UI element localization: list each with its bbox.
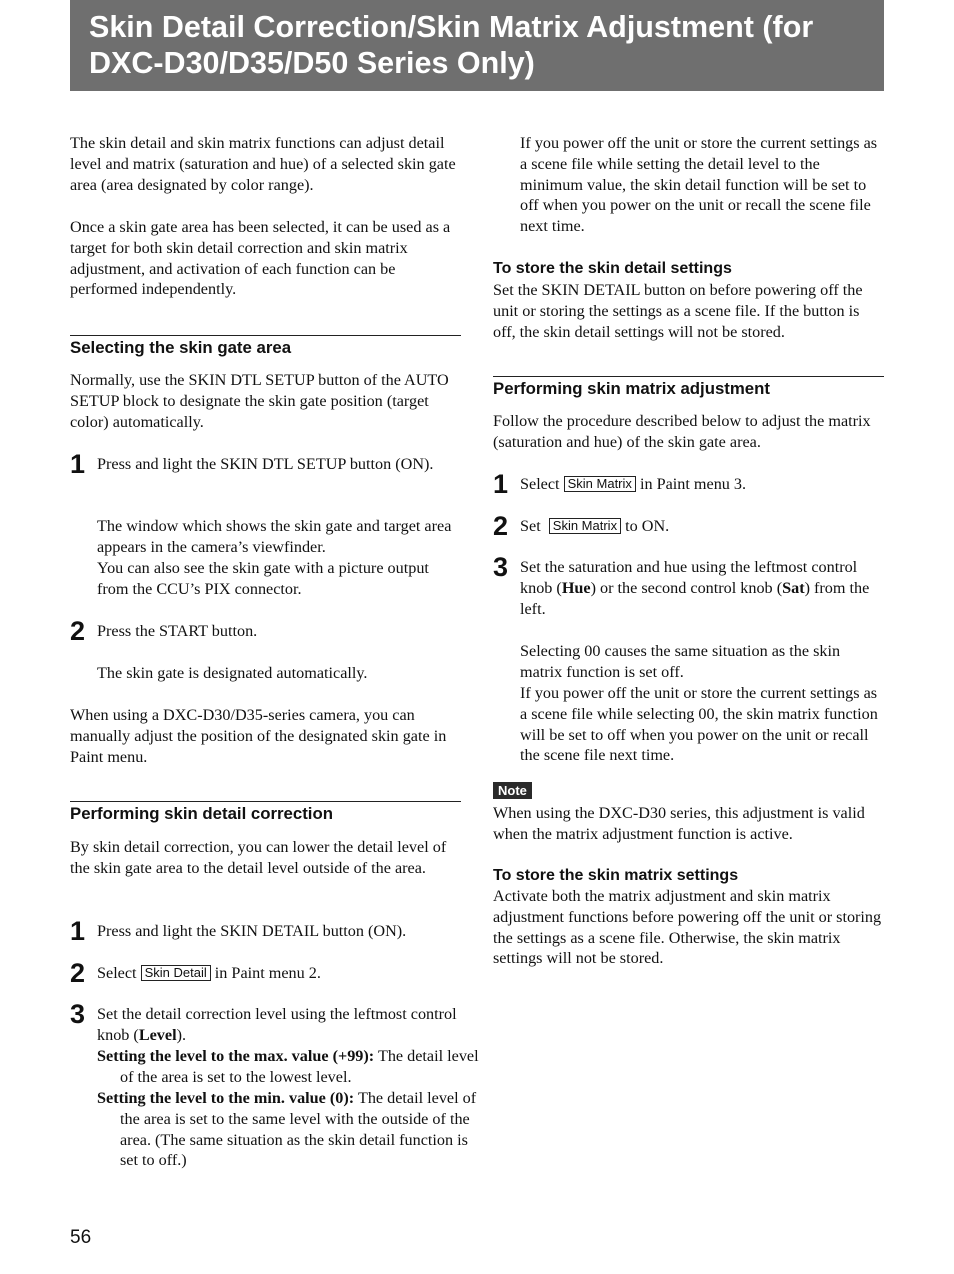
step-text-part: ) or the second control knob ( <box>590 578 783 597</box>
level-max-label: Setting the level to the max. value (+99): <box>97 1047 375 1065</box>
step-result: The window which shows the skin gate and target area appears in the camera’s viewfinder. <box>97 517 452 556</box>
note-badge: Note <box>493 782 532 799</box>
step-text <box>97 963 462 984</box>
step-text-prefix: Set <box>520 517 541 535</box>
menu-key-skin-matrix: Skin Matrix <box>564 476 636 492</box>
store-matrix-heading: To store the skin matrix settings <box>493 867 739 884</box>
step-result: Selecting 00 causes the same situation as the skin matrix function is set off. <box>520 642 841 681</box>
continued-paragraph: If you power off the unit or store the current settings as a scene file while setting the detail level to the minimum value, the skin detail function will be set to off when you power on the unit or recall the scene file next time. <box>520 134 878 236</box>
step-text: Press and light the SKIN DETAIL button (ON). <box>97 922 407 940</box>
step-text-prefix: Set the detail correction level using the leftmost control knob ( <box>97 1005 457 1044</box>
step-text-suffix: ). <box>176 1025 187 1044</box>
knob-name-hue: Hue <box>561 578 591 597</box>
section-rule <box>493 376 884 377</box>
skin-detail-body: By skin detail correction, you can lower the detail level of the skin gate area to the detail level outside of the area. <box>70 838 447 877</box>
step-number: 2 <box>70 958 86 988</box>
page-title: Skin Detail Correction/Skin Matrix Adjustment (for DXC-D30/D35/D50 Series Only) <box>89 10 814 80</box>
level-min-text: The detail level of the area is set to the same level with the outside of the area. (The same situation as the skin detail function is set to off.) <box>120 1089 477 1170</box>
store-matrix-body: Activate both the matrix adjustment and skin matrix adjustment functions before powering off the unit or storing the settings as a scene file. Otherwise, the skin matrix settings will not be stored. <box>493 887 882 968</box>
step-text-prefix: Select <box>520 475 560 493</box>
level-min-item <box>97 1088 485 1171</box>
step-text-suffix: in Paint menu 3. <box>639 475 747 493</box>
store-detail-body: Set the SKIN DETAIL button on before powering off the unit or storing the settings as a scene file. If the button is off, the skin detail settings will not be stored. <box>493 281 863 341</box>
knob-name-level: Level <box>138 1025 177 1044</box>
knob-name-sat: Sat <box>782 578 805 597</box>
step-text-suffix: to ON. <box>625 517 670 535</box>
level-min-label: Setting the level to the min. value (0): <box>97 1089 355 1107</box>
step-text <box>97 1004 462 1046</box>
step-number: 2 <box>70 616 86 646</box>
step-text <box>520 474 885 495</box>
step-text-part: Set the saturation and hue using the leftmost control knob ( <box>520 558 858 597</box>
skin-gate-closing: When using a DXC-D30/D35-series camera, you can manually adjust the position of the designated skin gate in Paint menu. <box>70 706 447 766</box>
skin-gate-body: Normally, use the SKIN DTL SETUP button of the AUTO SETUP block to designate the skin gate position (target color) automatically. <box>70 371 449 431</box>
step-text-suffix: in Paint menu 2. <box>214 964 321 982</box>
step-text <box>520 516 885 537</box>
step-text <box>520 557 885 619</box>
skin-matrix-body: Follow the procedure described below to adjust the matrix (saturation and hue) of the skin gate area. <box>493 412 871 451</box>
intro-paragraph-2: Once a skin gate area has been selected, it can be used as a target for both skin detail correction and skin matrix adjustment, and activation of each function can be performed independently. <box>70 218 451 299</box>
step-result: If you power off the unit or store the current settings as a scene file while selecting 00, the skin matrix function will be set to off when you power on the unit or recall the scene file next time. <box>520 684 878 765</box>
store-detail-heading: To store the skin detail settings <box>493 260 732 277</box>
section-rule <box>70 801 461 802</box>
step-text-part: ) from the left. <box>520 578 870 618</box>
menu-key-skin-detail: Skin Detail <box>141 965 211 981</box>
step-number: 1 <box>70 916 86 946</box>
section-heading-skin-matrix: Performing skin matrix adjustment <box>493 379 770 398</box>
step-number: 3 <box>70 999 86 1029</box>
level-max-item <box>97 1046 485 1088</box>
section-rule <box>70 335 461 336</box>
title-banner <box>70 0 884 91</box>
step-number: 3 <box>493 552 509 582</box>
step-text-prefix: Select <box>97 964 137 982</box>
step-number: 1 <box>70 449 86 479</box>
page-number: 56 <box>70 1227 92 1248</box>
step-text: Press the START button. <box>97 622 258 640</box>
note-text: When using the DXC-D30 series, this adjustment is valid when the matrix adjustment function is active. <box>493 804 865 843</box>
menu-key-skin-matrix: Skin Matrix <box>549 518 621 534</box>
step-number: 1 <box>493 469 509 499</box>
section-heading-skin-detail: Performing skin detail correction <box>70 804 333 823</box>
level-max-text: The detail level of the area is set to the lowest level. <box>120 1047 479 1086</box>
step-text: Press and light the SKIN DTL SETUP button (ON). <box>97 455 434 473</box>
intro-paragraph-1: The skin detail and skin matrix functions can adjust detail level and matrix (saturation and hue) of a selected skin gate area (area designated by color range). <box>70 134 456 194</box>
step-result: The skin gate is designated automatically. <box>97 664 368 682</box>
section-heading-skin-gate: Selecting the skin gate area <box>70 338 292 357</box>
step-result: You can also see the skin gate with a picture output from the CCU’s PIX connector. <box>97 559 429 598</box>
step-number: 2 <box>493 511 509 541</box>
